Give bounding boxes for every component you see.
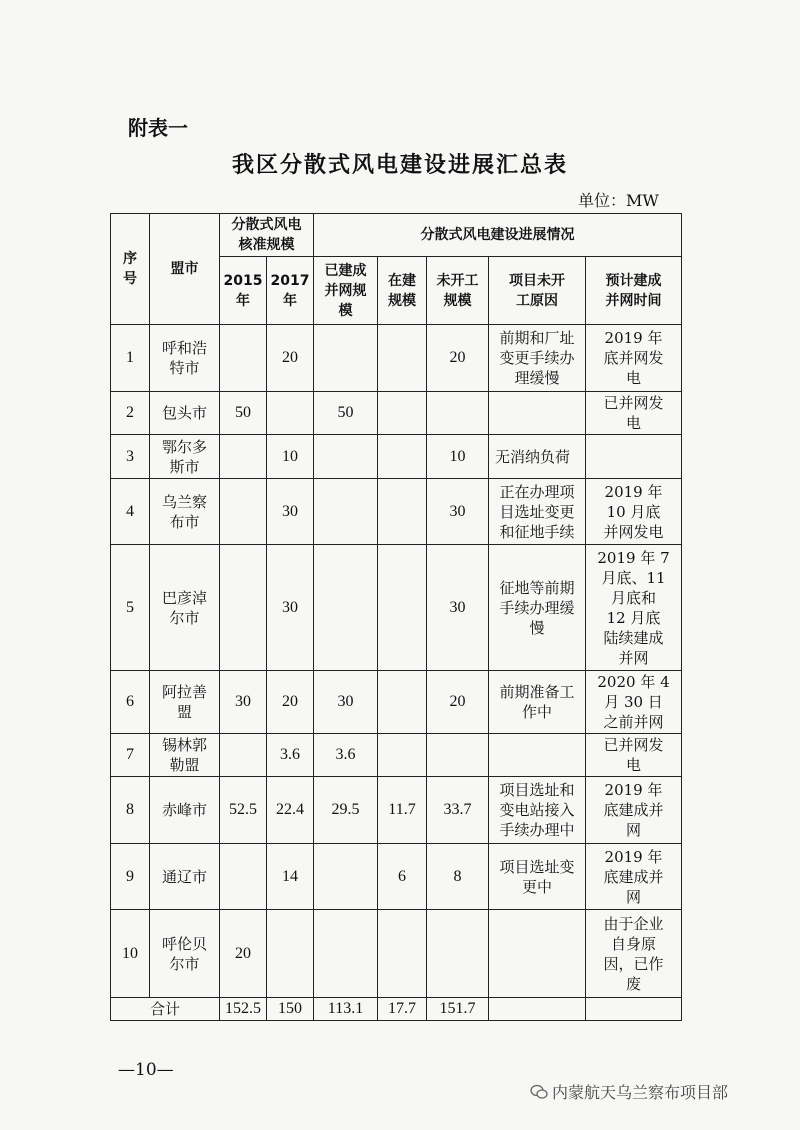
cell-building xyxy=(378,671,427,734)
cell-city: 通辽市 xyxy=(150,844,220,910)
total-not-started: 151.7 xyxy=(427,998,489,1021)
cell-not-started: 10 xyxy=(427,435,489,479)
cell-seq: 10 xyxy=(111,910,150,998)
cell-built xyxy=(314,545,378,671)
cell-not-started xyxy=(427,910,489,998)
header-row xyxy=(111,214,682,257)
cell-not-started: 30 xyxy=(427,545,489,671)
total-row xyxy=(111,998,682,1021)
cell-reason xyxy=(489,392,586,435)
cell-seq: 7 xyxy=(111,734,150,777)
cell-y2017: 22.4 xyxy=(267,777,314,844)
cell-city: 呼伦贝 尔市 xyxy=(150,910,220,998)
cell-expected: 2019 年 底建成并 网 xyxy=(586,844,682,910)
cell-building xyxy=(378,392,427,435)
cell-reason xyxy=(489,734,586,777)
cell-building xyxy=(378,325,427,392)
cell-y2017: 3.6 xyxy=(267,734,314,777)
cell-expected: 2019 年 底建成并 网 xyxy=(586,777,682,844)
header-2015: 2015 年 xyxy=(220,257,267,325)
cell-y2015 xyxy=(220,479,267,545)
table-row xyxy=(111,435,682,479)
table-row xyxy=(111,734,682,777)
cell-reason: 前期和厂址 变更手续办 理缓慢 xyxy=(489,325,586,392)
cell-building xyxy=(378,910,427,998)
cell-building xyxy=(378,479,427,545)
cell-expected: 2019 年 10 月底 并网发电 xyxy=(586,479,682,545)
cell-seq: 9 xyxy=(111,844,150,910)
cell-building: 6 xyxy=(378,844,427,910)
cell-y2017 xyxy=(267,910,314,998)
table-row xyxy=(111,910,682,998)
cell-y2015: 52.5 xyxy=(220,777,267,844)
table-row xyxy=(111,545,682,671)
cell-y2015 xyxy=(220,844,267,910)
header-reason: 项目未开 工原因 xyxy=(489,257,586,325)
page-title: 我区分散式风电建设进展汇总表 xyxy=(231,153,568,178)
annex-label: 附表一 xyxy=(128,116,188,140)
cell-y2015 xyxy=(220,435,267,479)
cell-built: 50 xyxy=(314,392,378,435)
cell-seq: 1 xyxy=(111,325,150,392)
cell-y2017: 30 xyxy=(267,479,314,545)
cell-y2017: 14 xyxy=(267,844,314,910)
cell-built xyxy=(314,910,378,998)
cell-y2015: 20 xyxy=(220,910,267,998)
cell-not-started: 33.7 xyxy=(427,777,489,844)
cell-not-started: 20 xyxy=(427,671,489,734)
cell-seq: 6 xyxy=(111,671,150,734)
cell-y2017: 10 xyxy=(267,435,314,479)
cell-city: 乌兰察 布市 xyxy=(150,479,220,545)
cell-y2015 xyxy=(220,325,267,392)
cell-reason: 前期准备工 作中 xyxy=(489,671,586,734)
cell-expected: 已并网发 电 xyxy=(586,734,682,777)
cell-y2015: 50 xyxy=(220,392,267,435)
header-seq: 序 号 xyxy=(111,214,150,325)
total-label: 合计 xyxy=(111,998,220,1021)
cell-not-started: 30 xyxy=(427,479,489,545)
header-built: 已建成 并网规 模 xyxy=(314,257,378,325)
cell-expected: 2020 年 4 月 30 日 之前并网 xyxy=(586,671,682,734)
cell-y2015 xyxy=(220,734,267,777)
table-body xyxy=(111,214,682,1021)
cell-expected: 2019 年 底并网发 电 xyxy=(586,325,682,392)
cell-not-started: 8 xyxy=(427,844,489,910)
total-y2015: 152.5 xyxy=(220,998,267,1021)
total-expected xyxy=(586,998,682,1021)
total-built: 113.1 xyxy=(314,998,378,1021)
cell-y2017: 30 xyxy=(267,545,314,671)
cell-not-started: 20 xyxy=(427,325,489,392)
cell-building xyxy=(378,435,427,479)
cell-y2015 xyxy=(220,545,267,671)
total-reason xyxy=(489,998,586,1021)
cell-built: 29.5 xyxy=(314,777,378,844)
cell-expected xyxy=(586,435,682,479)
total-y2017: 150 xyxy=(267,998,314,1021)
cell-built: 3.6 xyxy=(314,734,378,777)
cell-reason: 项目选址和 变电站接入 手续办理中 xyxy=(489,777,586,844)
cell-building xyxy=(378,545,427,671)
cell-city: 锡林郭 勒盟 xyxy=(150,734,220,777)
cell-expected: 已并网发 电 xyxy=(586,392,682,435)
cell-seq: 4 xyxy=(111,479,150,545)
cell-city: 赤峰市 xyxy=(150,777,220,844)
cell-y2017: 20 xyxy=(267,325,314,392)
cell-seq: 5 xyxy=(111,545,150,671)
cell-reason: 无消纳负荷 xyxy=(489,435,586,479)
cell-reason: 征地等前期 手续办理缓 慢 xyxy=(489,545,586,671)
cell-not-started xyxy=(427,734,489,777)
cell-city: 包头市 xyxy=(150,392,220,435)
total-building: 17.7 xyxy=(378,998,427,1021)
header-not-started: 未开工 规模 xyxy=(427,257,489,325)
unit-label: 单位：MW xyxy=(578,191,659,210)
wechat-icon xyxy=(530,1084,548,1100)
table-row xyxy=(111,392,682,435)
table-row xyxy=(111,325,682,392)
cell-reason xyxy=(489,910,586,998)
table-row xyxy=(111,777,682,844)
cell-city: 鄂尔多 斯市 xyxy=(150,435,220,479)
cell-y2017 xyxy=(267,392,314,435)
cell-city: 巴彦淖 尔市 xyxy=(150,545,220,671)
header-expected: 预计建成 并网时间 xyxy=(586,257,682,325)
cell-city: 阿拉善 盟 xyxy=(150,671,220,734)
header-city: 盟市 xyxy=(150,214,220,325)
cell-built xyxy=(314,844,378,910)
cell-reason: 项目选址变 更中 xyxy=(489,844,586,910)
header-approved-group: 分散式风电 核准规模 xyxy=(220,214,314,257)
cell-built xyxy=(314,435,378,479)
cell-built xyxy=(314,479,378,545)
summary-table xyxy=(110,213,682,1021)
header-progress-group: 分散式风电建设进展情况 xyxy=(314,214,682,257)
cell-building xyxy=(378,734,427,777)
header-building: 在建 规模 xyxy=(378,257,427,325)
cell-building: 11.7 xyxy=(378,777,427,844)
table-row xyxy=(111,671,682,734)
page-number: —10— xyxy=(118,1060,174,1080)
wechat-watermark xyxy=(530,1080,728,1103)
cell-expected: 由于企业 自身原 因，已作 废 xyxy=(586,910,682,998)
cell-y2017: 20 xyxy=(267,671,314,734)
wechat-account-name: 内蒙航天乌兰察布项目部 xyxy=(552,1083,729,1102)
cell-not-started xyxy=(427,392,489,435)
cell-built: 30 xyxy=(314,671,378,734)
table-row xyxy=(111,479,682,545)
header-2017: 2017 年 xyxy=(267,257,314,325)
cell-y2015: 30 xyxy=(220,671,267,734)
cell-expected: 2019 年 7 月底、11 月底和 12 月底 陆续建成 并网 xyxy=(586,545,682,671)
cell-seq: 3 xyxy=(111,435,150,479)
cell-seq: 8 xyxy=(111,777,150,844)
table-row xyxy=(111,844,682,910)
cell-built xyxy=(314,325,378,392)
cell-reason: 正在办理项 目选址变更 和征地手续 xyxy=(489,479,586,545)
cell-seq: 2 xyxy=(111,392,150,435)
cell-city: 呼和浩 特市 xyxy=(150,325,220,392)
